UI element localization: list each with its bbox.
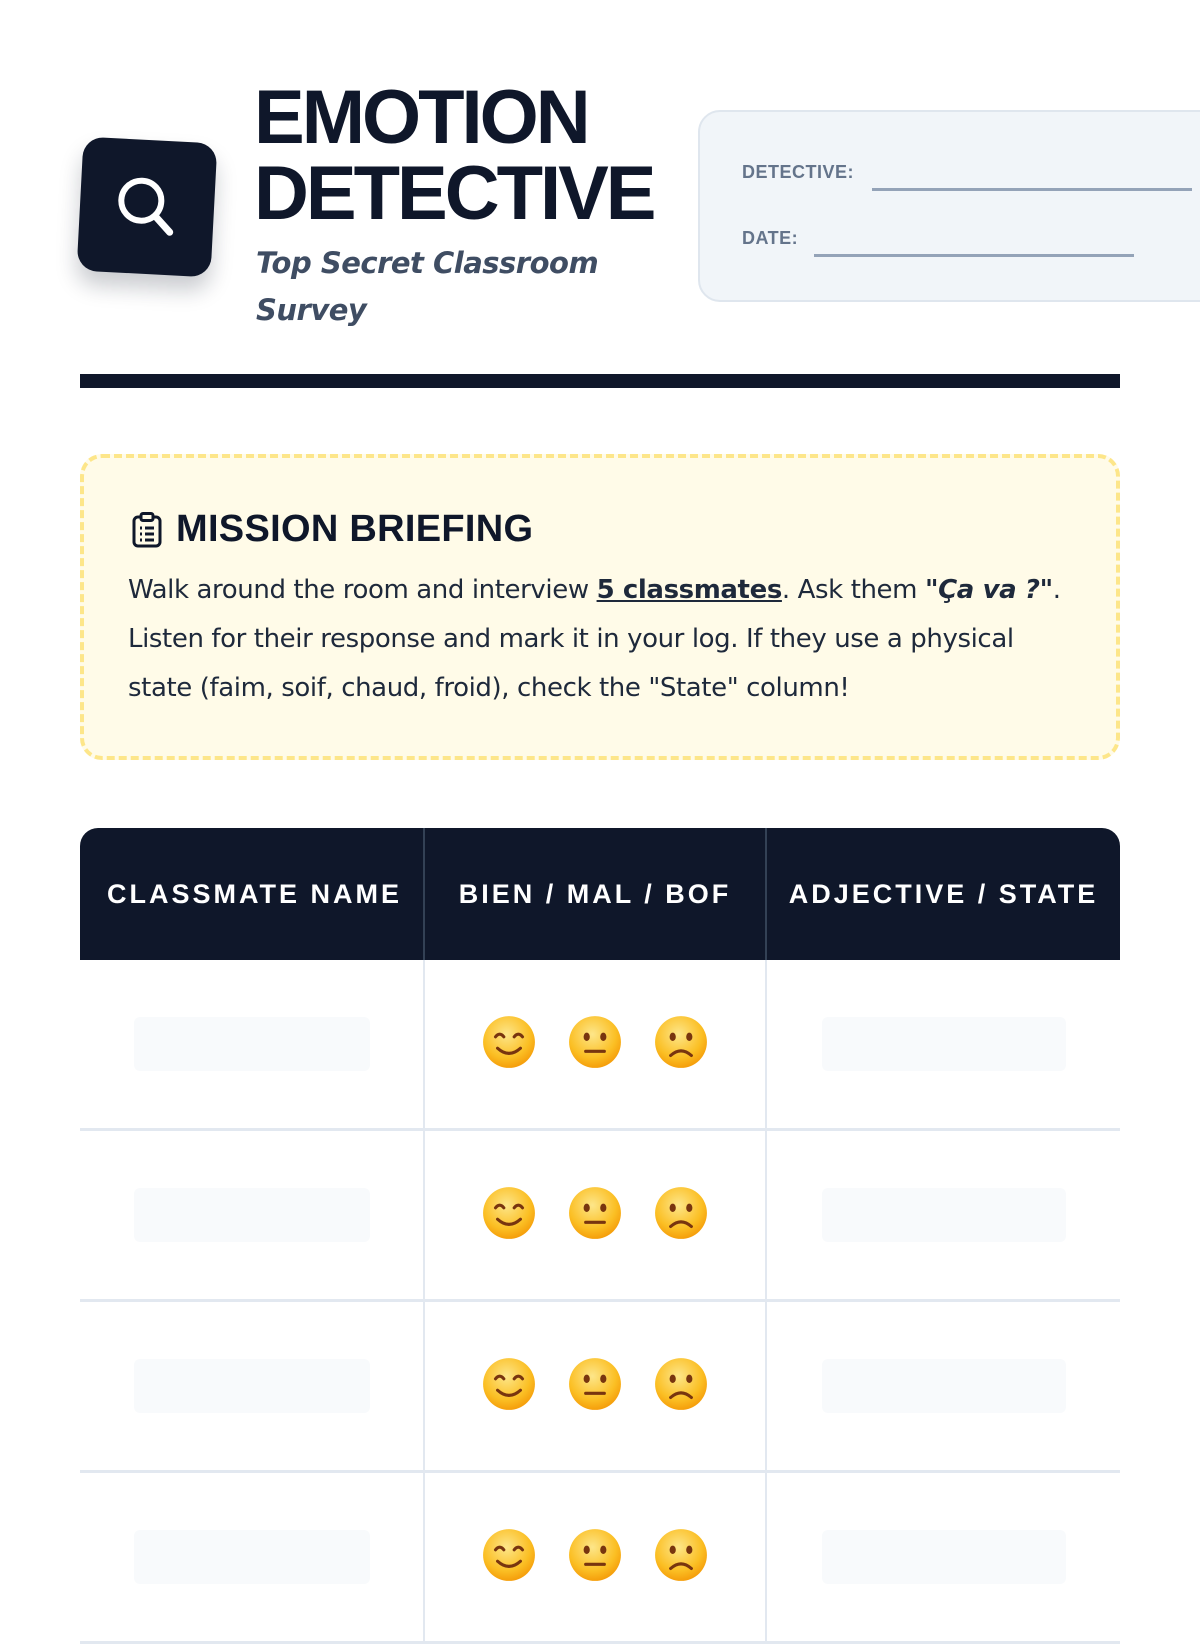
- feeling-cell: [423, 960, 765, 1128]
- sad-face-icon[interactable]: [653, 1185, 709, 1245]
- interview-log-table: [80, 828, 1120, 1644]
- table-header: [80, 828, 1120, 960]
- name-input[interactable]: [134, 1188, 370, 1242]
- magnifier-icon: [111, 171, 182, 242]
- column-header-name: CLASSMATE NAME: [107, 879, 402, 909]
- page-title: [254, 75, 654, 236]
- column-header-state: ADJECTIVE / STATE: [765, 828, 1120, 960]
- state-cell: [765, 1473, 1120, 1641]
- table-row: [80, 1473, 1120, 1644]
- detective-id-card: [698, 110, 1200, 302]
- column-header-feeling: BIEN / MAL / BOF: [423, 828, 765, 960]
- briefing-text: [128, 566, 1078, 713]
- briefing-header: [132, 508, 533, 551]
- state-input[interactable]: [822, 1359, 1066, 1413]
- clipboard-icon: [132, 512, 162, 548]
- name-cell: [80, 1131, 423, 1299]
- logo-badge: [77, 137, 218, 278]
- state-cell: [765, 1302, 1120, 1470]
- neutral-face-icon[interactable]: [567, 1527, 623, 1587]
- table-row: [80, 960, 1120, 1131]
- neutral-face-icon[interactable]: [567, 1185, 623, 1245]
- briefing-text-part: Walk around the room and interview: [128, 575, 597, 605]
- happy-face-icon[interactable]: [481, 1356, 537, 1416]
- feeling-cell: [423, 1473, 765, 1641]
- name-cell: [80, 1302, 423, 1470]
- name-cell: [80, 960, 423, 1128]
- name-input[interactable]: [134, 1530, 370, 1584]
- name-input[interactable]: [134, 1359, 370, 1413]
- feeling-cell: [423, 1302, 765, 1470]
- state-input[interactable]: [822, 1188, 1066, 1242]
- header-divider: [80, 374, 1120, 388]
- neutral-face-icon[interactable]: [567, 1014, 623, 1074]
- detective-name-line[interactable]: [872, 188, 1192, 191]
- briefing-title: MISSION BRIEFING: [176, 508, 534, 550]
- page-subtitle: Top Secret Classroom Survey: [256, 246, 599, 327]
- neutral-face-icon[interactable]: [567, 1356, 623, 1416]
- feeling-cell: [423, 1131, 765, 1299]
- question-phrase: "Ça va ?": [924, 575, 1053, 605]
- happy-face-icon[interactable]: [481, 1185, 537, 1245]
- sad-face-icon[interactable]: [653, 1014, 709, 1074]
- classmate-count: 5 classmates: [596, 575, 782, 605]
- state-cell: [765, 960, 1120, 1128]
- title-line-1: EMOTION: [254, 75, 588, 160]
- briefing-text-part: . Listen for their response and mark it in your log. If they use a physical state (faim, soif, chaud, froid), check the "State" column!: [128, 575, 1061, 703]
- sad-face-icon[interactable]: [653, 1527, 709, 1587]
- table-row: [80, 1302, 1120, 1473]
- name-input[interactable]: [134, 1017, 370, 1071]
- detective-label: DETECTIVE:: [742, 162, 855, 182]
- happy-face-icon[interactable]: [481, 1014, 537, 1074]
- state-input[interactable]: [822, 1530, 1066, 1584]
- name-cell: [80, 1473, 423, 1641]
- state-input[interactable]: [822, 1017, 1066, 1071]
- briefing-text-part: . Ask them: [781, 575, 925, 605]
- date-line[interactable]: [814, 254, 1134, 257]
- mission-briefing: [80, 454, 1120, 760]
- happy-face-icon[interactable]: [481, 1527, 537, 1587]
- sad-face-icon[interactable]: [653, 1356, 709, 1416]
- state-cell: [765, 1131, 1120, 1299]
- table-body: [80, 960, 1120, 1644]
- title-line-2: DETECTIVE: [254, 151, 654, 236]
- date-label: DATE:: [742, 228, 799, 248]
- table-row: [80, 1131, 1120, 1302]
